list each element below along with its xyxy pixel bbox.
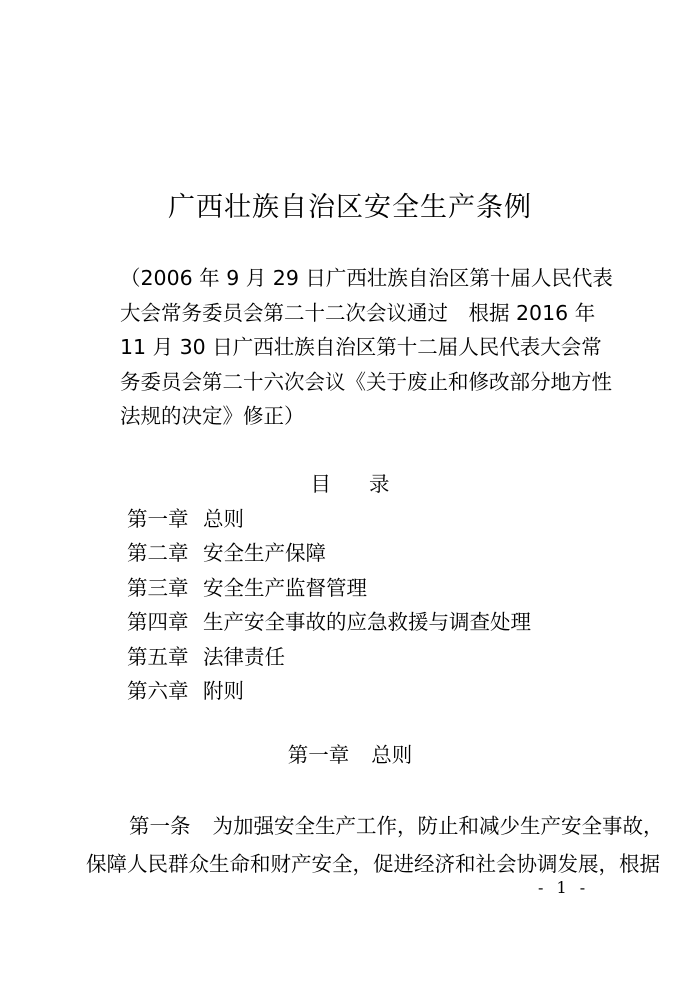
toc-chapter-name: 总则 xyxy=(203,507,244,531)
toc-heading xyxy=(0,470,700,498)
chapter-name: 总则 xyxy=(371,743,413,767)
chapter-number: 第一章 xyxy=(287,743,350,767)
toc-item xyxy=(127,536,531,570)
article-paragraph xyxy=(86,808,664,883)
toc-chapter-number: 第一章 xyxy=(127,507,189,531)
toc-item xyxy=(127,640,531,674)
enactment-note-line: （2006 年 9 月 29 日广西壮族自治区第十届人民代表 xyxy=(120,266,613,290)
enactment-note-line: 法规的决定》修正） xyxy=(120,404,305,428)
toc-chapter-number: 第二章 xyxy=(127,541,189,566)
enactment-note xyxy=(120,261,613,434)
toc-chapter-number: 第五章 xyxy=(127,644,189,669)
toc-item xyxy=(127,674,531,708)
toc-chapter-name: 附则 xyxy=(203,679,244,704)
enactment-note-line: 大会常务委员会第二十二次会议通过 根据 2016 年 xyxy=(120,300,596,325)
toc-chapter-name: 法律责任 xyxy=(203,644,285,669)
toc-item xyxy=(127,571,531,605)
article-line xyxy=(86,808,664,846)
enactment-note-line: 11 月 30 日广西壮族自治区第十二届人民代表大会常 xyxy=(120,335,602,359)
toc-item xyxy=(127,502,531,536)
toc-heading-left: 目 xyxy=(310,472,331,496)
toc-chapter-number: 第六章 xyxy=(127,679,189,704)
chapter-heading xyxy=(0,741,700,769)
toc-chapter-name: 安全生产监督管理 xyxy=(203,575,367,600)
toc-chapter-name: 安全生产保障 xyxy=(203,541,326,566)
article-number: 第一条 xyxy=(129,814,191,838)
toc-item xyxy=(127,605,531,639)
document-title: 广西壮族自治区安全生产条例 xyxy=(168,192,532,223)
toc-chapter-number: 第四章 xyxy=(127,610,189,635)
toc-chapter-name: 生产安全事故的应急救援与调查处理 xyxy=(203,610,531,635)
toc-chapter-number: 第三章 xyxy=(127,575,189,600)
enactment-note-line: 务委员会第二十六次会议《关于废止和修改部分地方性 xyxy=(120,369,612,394)
article-line: 保障人民群众生命和财产安全，促进经济和社会协调发展，根据 xyxy=(86,851,660,876)
toc-heading-right: 录 xyxy=(369,472,390,496)
page-number: - 1 - xyxy=(538,878,590,897)
article-text: 为加强安全生产工作，防止和减少生产安全事故， xyxy=(212,814,664,838)
table-of-contents xyxy=(127,502,531,708)
